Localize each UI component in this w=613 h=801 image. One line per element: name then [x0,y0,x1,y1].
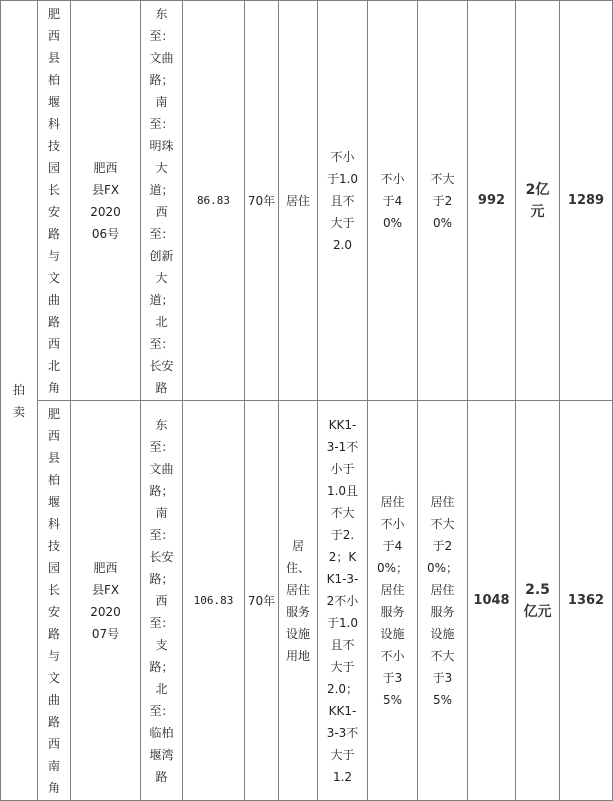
deposit-cell [516,1,560,401]
term-text: 70年 [247,193,276,208]
bounds-text: 东至：文曲路；南至：明珠大道；西至：创新大道；北至：长安路 [149,6,174,395]
floor-price-cell: 1289 [560,1,613,401]
start-price-cell: 992 [468,1,516,401]
deposit-cell [516,401,560,801]
area-cell: 86.83 [183,1,245,401]
greening-text: 居住不小于40%；居住服务设施不小于35% [376,494,409,707]
far-text: 不小于1.0且不大于2.0 [326,149,359,252]
far-text: KK1-3-1不小于1.0且不大于2.2；KK1-3-2不小于1.0且不大于2.0；KK1-3-3不大于1.2 [326,417,359,784]
code-text: 肥西县FX202007号 [90,560,121,641]
deposit-text: 2.5亿元 [523,581,552,620]
bounds-cell [141,401,183,801]
location-text: 肥西县柏堰科技园长安路与文曲路西南角 [47,406,60,795]
density-cell [418,1,468,401]
usage-cell [279,401,318,801]
code-text: 肥西县FX202006号 [90,160,121,241]
area-cell: 106.83 [183,401,245,801]
density-cell [418,401,468,801]
location-cell [38,401,71,801]
far-cell [318,1,368,401]
start-price-cell: 1048 [468,401,516,801]
method-text: 拍卖 [12,382,25,419]
far-cell [318,401,368,801]
location-cell [38,1,71,401]
table-row [1,1,613,401]
location-text: 肥西县柏堰科技园长安路与文曲路西北角 [47,6,60,395]
density-text: 居住不大于20%；居住服务设施不大于35% [426,494,459,707]
table-row [1,401,613,801]
method-cell [1,1,38,801]
usage-text: 居住、居住服务设施用地 [285,538,310,663]
term-cell [245,1,279,401]
term-text: 70年 [247,593,276,608]
greening-text: 不小于40% [380,171,405,230]
code-cell [71,401,141,801]
deposit-text: 2亿元 [525,181,550,220]
floor-price-cell: 1362 [560,401,613,801]
greening-cell [368,1,418,401]
bounds-text: 东至：文曲路；南至：长安路；西至：支路；北至：临柏堰湾路 [149,417,174,784]
bounds-cell [141,1,183,401]
density-text: 不大于20% [430,171,455,230]
code-cell [71,1,141,401]
term-cell [245,401,279,801]
usage-cell: 居住 [279,1,318,401]
greening-cell [368,401,418,801]
